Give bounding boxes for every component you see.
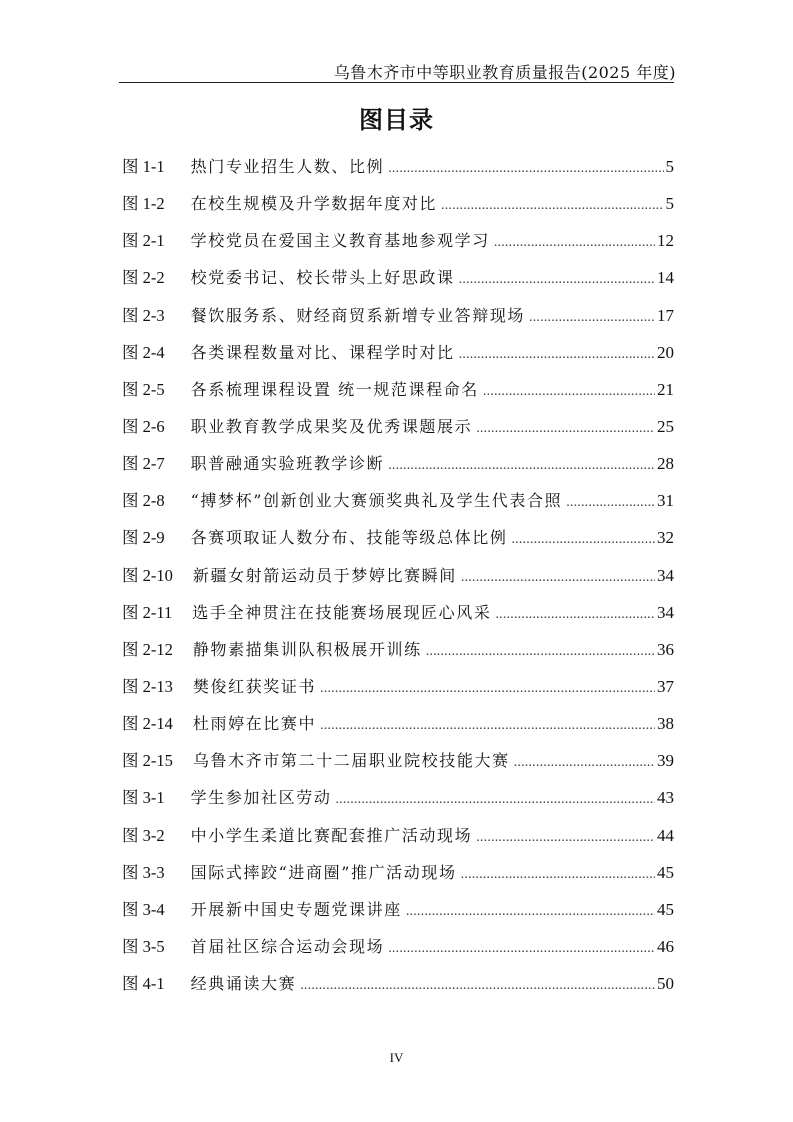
toc-entry[interactable] [122, 965, 674, 1002]
toc-entry-title: 经典诵读大赛 [190, 974, 297, 994]
toc-entry-title: 在校生规模及升学数据年度对比 [190, 194, 438, 214]
toc-dot-leader [461, 559, 655, 596]
toc-dot-leader [529, 299, 655, 336]
toc-dot-leader [566, 484, 655, 521]
toc-dot-leader [300, 967, 655, 1004]
toc-entry-label: 图 3-4 [122, 899, 165, 919]
toc-dot-leader [476, 819, 655, 856]
toc-entry-title: “搏梦杯”创新创业大赛颁奖典礼及学生代表合照 [190, 491, 563, 511]
toc-title: 图目录 [359, 106, 434, 134]
toc-entry-page: 25 [657, 416, 674, 436]
toc-entry-title: 开展新中国史专题党课讲座 [190, 899, 402, 919]
toc-entry-page: 37 [657, 676, 674, 696]
toc-entry[interactable] [122, 259, 674, 296]
toc-entry-page: 50 [657, 974, 674, 994]
toc-dot-leader [461, 856, 655, 893]
toc-entry-page: 45 [657, 899, 674, 919]
toc-entry-label: 图 2-5 [122, 379, 165, 399]
toc-entry-title: 学校党员在爱国主义教育基地参观学习 [190, 231, 490, 251]
toc-entry-page: 14 [657, 268, 674, 288]
toc-entry[interactable] [122, 222, 674, 259]
toc-dot-leader [459, 261, 655, 298]
toc-entry-page: 45 [657, 862, 674, 882]
toc-entry-label: 图 2-1 [122, 231, 165, 251]
toc-entry-page: 31 [657, 491, 674, 511]
toc-entry-title: 首届社区综合运动会现场 [190, 936, 385, 956]
toc-entry-title: 选手全神贯注在技能赛场展现匠心风采 [192, 602, 492, 622]
toc-entry[interactable] [122, 891, 674, 928]
toc-entry-title: 学生参加社区劳动 [190, 788, 332, 808]
toc-entry-page: 43 [657, 788, 674, 808]
toc-entry-label: 图 2-12 [122, 639, 173, 659]
toc-entry-label: 图 2-11 [122, 602, 173, 622]
toc-entry-label: 图 1-1 [122, 157, 165, 176]
toc-entry-label: 图 3-5 [122, 936, 165, 956]
toc-dot-leader [494, 224, 655, 261]
toc-entry-title: 各类课程数量对比、课程学时对比 [190, 342, 455, 362]
toc-entry-title: 职普融通实验班教学诊断 [190, 454, 385, 474]
toc-entry-title: 新疆女射箭运动员于梦婷比赛瞬间 [192, 565, 457, 585]
toc-entry-label: 图 3-1 [122, 788, 165, 808]
toc-entry-page: 5 [665, 194, 674, 214]
toc-entry[interactable] [122, 705, 674, 742]
toc-entry-page: 28 [657, 454, 674, 474]
toc-entry-title: 樊俊红获奖证书 [192, 676, 317, 696]
toc-entry[interactable] [122, 631, 674, 668]
toc-dot-leader [459, 336, 655, 373]
toc-entry[interactable] [122, 557, 674, 594]
toc-dot-leader [495, 596, 655, 633]
toc-dot-leader [388, 447, 655, 484]
toc-entry-label: 图 2-3 [122, 305, 165, 325]
toc-entry-title: 国际式摔跤“进商圈”推广活动现场 [190, 862, 457, 882]
toc-entry-title: 乌鲁木齐市第二十二届职业院校技能大赛 [192, 751, 510, 771]
toc-dot-leader [406, 893, 655, 930]
toc-entry[interactable] [122, 742, 674, 779]
toc-entry-page: 20 [657, 342, 674, 362]
toc-dot-leader [426, 633, 655, 670]
toc-dot-leader [320, 707, 655, 744]
toc-dot-leader [335, 781, 655, 818]
toc-list [122, 148, 674, 1002]
toc-entry-title: 餐饮服务系、财经商贸系新增专业答辩现场 [190, 305, 526, 325]
toc-entry-page: 17 [657, 305, 674, 325]
toc-entry[interactable] [122, 334, 674, 371]
toc-dot-leader [483, 373, 655, 410]
toc-entry-label: 图 2-10 [122, 565, 173, 585]
toc-entry-label: 图 1-2 [122, 194, 165, 214]
toc-entry-page: 21 [657, 379, 674, 399]
toc-entry-label: 图 2-6 [122, 416, 165, 436]
toc-entry-page: 34 [657, 602, 674, 622]
toc-entry-page: 5 [665, 157, 674, 176]
toc-entry-page: 38 [657, 714, 674, 734]
toc-entry-page: 32 [657, 528, 674, 548]
toc-entry-label: 图 2-14 [122, 714, 173, 734]
toc-entry-title: 中小学生柔道比赛配套推广活动现场 [190, 825, 473, 845]
toc-dot-leader [388, 930, 655, 967]
toc-entry[interactable] [122, 297, 674, 334]
toc-entry-page: 39 [657, 751, 674, 771]
toc-entry[interactable] [122, 371, 674, 408]
toc-dot-leader [441, 187, 663, 224]
toc-entry[interactable] [122, 668, 674, 705]
toc-entry-title: 各赛项取证人数分布、技能等级总体比例 [190, 528, 508, 548]
toc-entry-page: 34 [657, 565, 674, 585]
toc-entry[interactable] [122, 148, 674, 185]
toc-entry-title: 杜雨婷在比赛中 [192, 714, 317, 734]
toc-entry-label: 图 3-2 [122, 825, 165, 845]
toc-entry[interactable] [122, 185, 674, 222]
toc-dot-leader [476, 410, 655, 447]
toc-entry-label: 图 3-3 [122, 862, 165, 882]
toc-entry-label: 图 2-4 [122, 342, 165, 362]
toc-entry-label: 图 2-7 [122, 454, 165, 474]
toc-entry-title: 各系梳理课程设置 统一规范课程命名 [190, 379, 479, 399]
toc-entry[interactable] [122, 482, 674, 519]
header-divider [119, 82, 674, 83]
running-header: 乌鲁木齐市中等职业教育质量报告(2025 年度) [333, 63, 676, 82]
toc-dot-leader [388, 150, 663, 187]
toc-entry-page: 12 [657, 231, 674, 251]
toc-dot-leader [514, 744, 655, 781]
toc-entry-label: 图 2-8 [122, 491, 165, 511]
toc-entry[interactable] [122, 519, 674, 556]
toc-entry[interactable] [122, 854, 674, 891]
page-number: IV [389, 1050, 404, 1065]
toc-entry-label: 图 2-15 [122, 751, 173, 771]
toc-entry-title: 职业教育教学成果奖及优秀课题展示 [190, 416, 473, 436]
toc-dot-leader [511, 521, 655, 558]
toc-entry-label: 图 2-9 [122, 528, 165, 548]
toc-entry[interactable] [122, 817, 674, 854]
toc-entry[interactable] [122, 408, 674, 445]
toc-entry-page: 46 [657, 936, 674, 956]
toc-entry[interactable] [122, 928, 674, 965]
toc-entry-title: 静物素描集训队积极展开训练 [192, 639, 422, 659]
toc-entry-label: 图 2-2 [122, 268, 165, 288]
toc-entry-label: 图 2-13 [122, 676, 173, 696]
toc-entry-title: 校党委书记、校长带头上好思政课 [190, 268, 455, 288]
toc-entry-title: 热门专业招生人数、比例 [190, 157, 385, 176]
toc-entry[interactable] [122, 445, 674, 482]
toc-entry-page: 36 [657, 639, 674, 659]
toc-entry-label: 图 4-1 [122, 974, 165, 994]
toc-dot-leader [320, 670, 655, 707]
toc-entry[interactable] [122, 779, 674, 816]
toc-entry[interactable] [122, 594, 674, 631]
toc-entry-page: 44 [657, 825, 674, 845]
